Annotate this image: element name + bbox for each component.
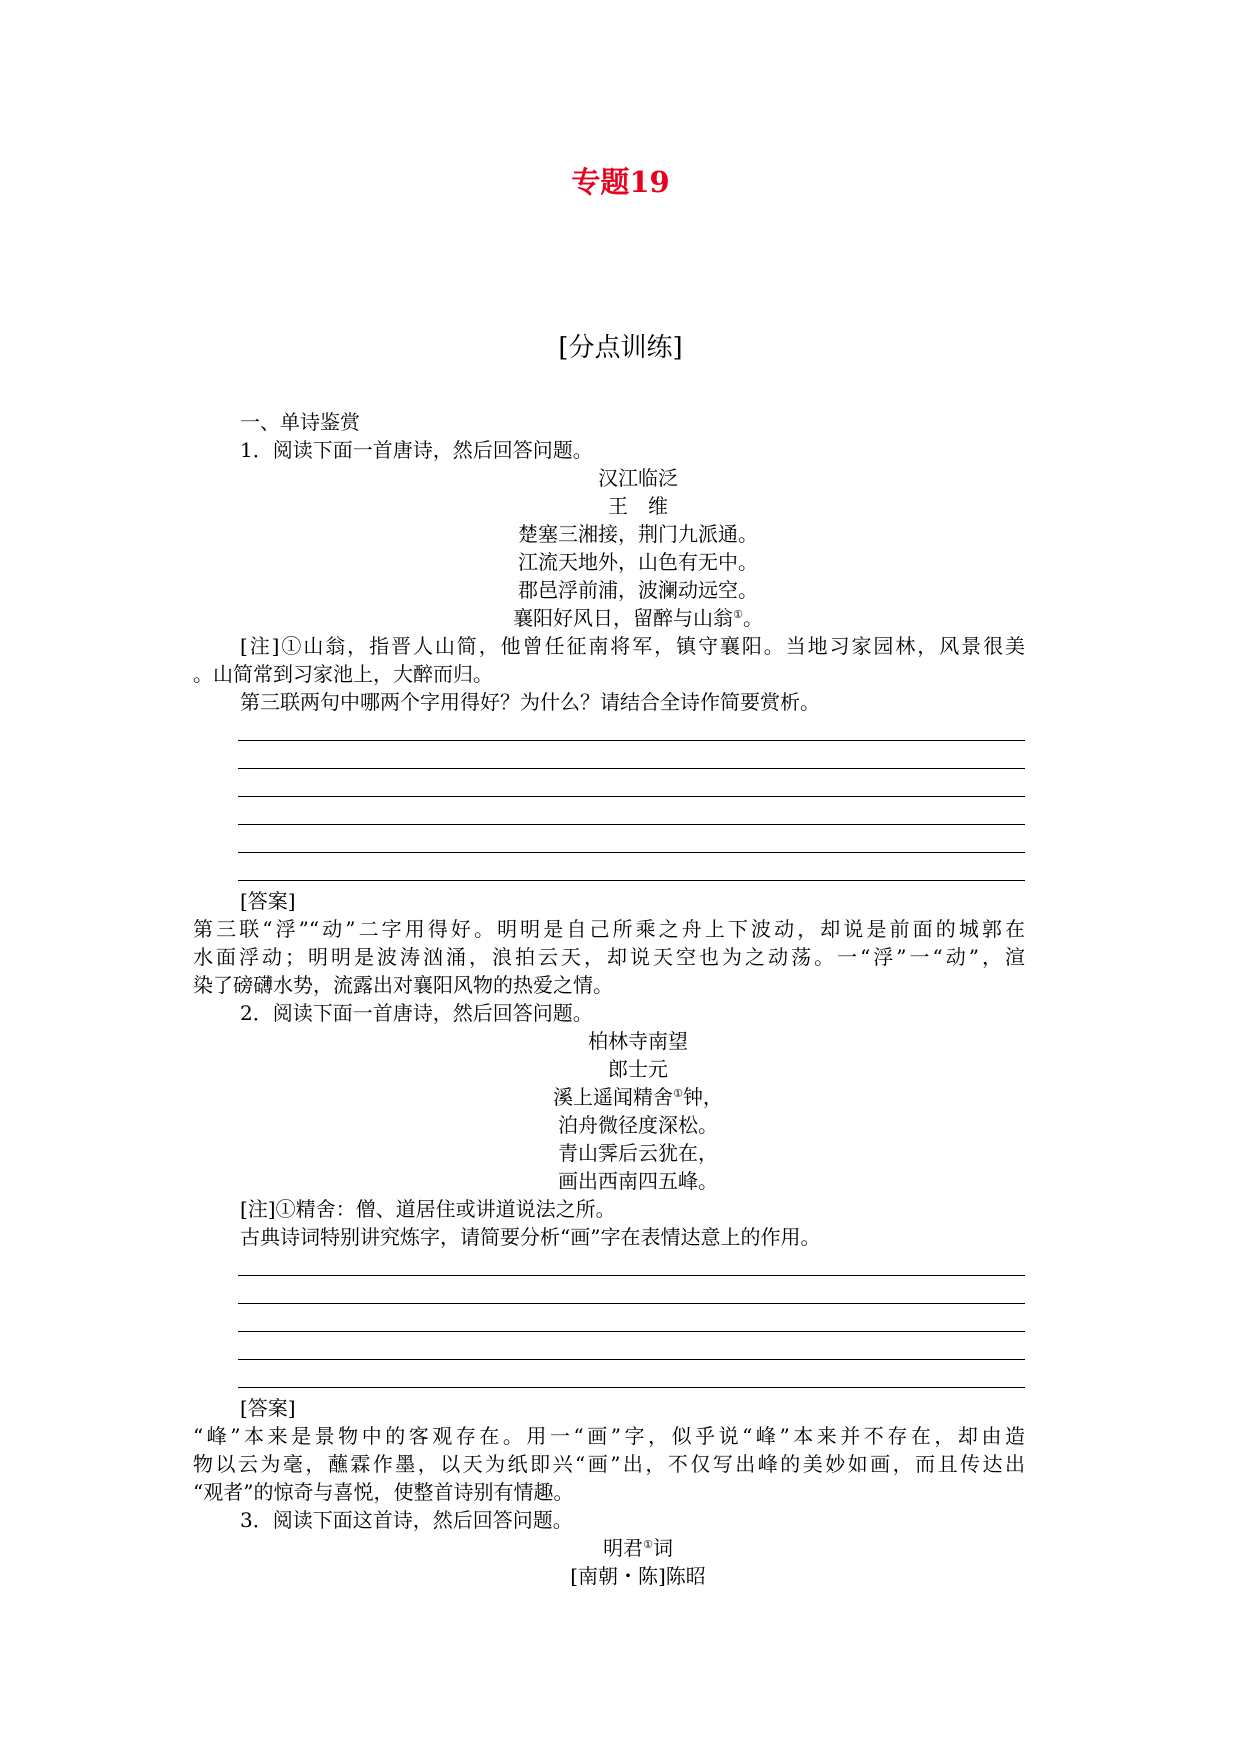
footnote-marker: ①	[673, 1087, 683, 1100]
q3-poem-title: 明君①词	[603, 1536, 673, 1560]
q3-poem-author: [南朝・陈]陈昭	[570, 1564, 706, 1588]
q2-answer-text: 物以云为毫，蘸霖作墨，以天为纸即兴“画”出，不仅写出峰的美妙如画，而且传达出	[193, 1452, 1025, 1476]
q1-answer-text: 第三联“浮”“动”二字用得好。明明是自己所乘之舟上下波动，却说是前面的城郭在	[193, 917, 1025, 941]
q1-note: [注]①山翁，指晋人山简，他曾任征南将军，镇守襄阳。当地习家园林，风景很美	[240, 634, 1025, 658]
q1-prompt: 1．阅读下面一首唐诗，然后回答问题。	[240, 438, 593, 462]
q1-answer-text: 染了磅礴水势，流露出对襄阳风物的热爱之情。	[193, 973, 613, 997]
answer-line	[238, 824, 1025, 825]
answer-line	[238, 796, 1025, 797]
answer-line	[238, 768, 1025, 769]
footnote-marker: ①	[643, 1538, 653, 1551]
answer-line	[238, 740, 1025, 741]
answer-line	[238, 852, 1025, 853]
section-heading: [分点训练]	[558, 333, 683, 363]
q2-note: [注]①精舍：僧、道居住或讲道说法之所。	[240, 1197, 616, 1221]
q1-poem-line: 郡邑浮前浦，波澜动远空。	[518, 578, 758, 602]
q2-poem-title: 柏林寺南望	[588, 1029, 688, 1053]
q1-poem-title: 汉江临泛	[598, 466, 678, 490]
q2-answer-text: “峰”本来是景物中的客观存在。用一“画”字，似乎说“峰”本来并不存在，却由造	[193, 1424, 1025, 1448]
q1-poem-line: 江流天地外，山色有无中。	[518, 550, 758, 574]
q1-note-cont: 。山简常到习家池上，大醉而归。	[193, 662, 493, 686]
q2-question: 古典诗词特别讲究炼字，请简要分析“画”字在表情达意上的作用。	[240, 1225, 821, 1249]
answer-line	[238, 1303, 1025, 1304]
q2-poem-author: 郎士元	[608, 1057, 668, 1081]
q1-poem-line: 楚塞三湘接，荆门九派通。	[518, 522, 758, 546]
answer-line	[238, 1387, 1025, 1388]
q3-prompt: 3．阅读下面这首诗，然后回答问题。	[240, 1508, 573, 1532]
q2-poem-line: 泊舟微径度深松。	[558, 1113, 718, 1137]
q2-answer-text: “观者”的惊奇与喜悦，使整首诗别有情趣。	[193, 1480, 574, 1504]
q1-poem-line: 襄阳好风日，留醉与山翁①。	[513, 606, 763, 630]
q2-poem-line: 溪上遥闻精舍①钟，	[553, 1085, 723, 1109]
q2-prompt: 2．阅读下面一首唐诗，然后回答问题。	[240, 1001, 593, 1025]
q1-answer-label: [答案]	[240, 889, 296, 913]
answer-line	[238, 880, 1025, 881]
part-heading: 一、单诗鉴赏	[240, 410, 360, 434]
footnote-marker: ①	[733, 608, 743, 621]
page-title: 专题19	[571, 165, 670, 199]
answer-line	[238, 1331, 1025, 1332]
answer-line	[238, 1275, 1025, 1276]
q2-answer-label: [答案]	[240, 1396, 296, 1420]
answer-line	[238, 1359, 1025, 1360]
q1-answer-text: 水面浮动；明明是波涛汹涌，浪拍云天，却说天空也为之动荡。一“浮”一“动”，渲	[193, 945, 1025, 969]
q1-poem-author: 王 维	[608, 494, 668, 518]
q2-poem-line: 青山霁后云犹在，	[558, 1141, 718, 1165]
q1-question: 第三联两句中哪两个字用得好？为什么？请结合全诗作简要赏析。	[240, 690, 820, 714]
q2-poem-line: 画出西南四五峰。	[558, 1169, 718, 1193]
